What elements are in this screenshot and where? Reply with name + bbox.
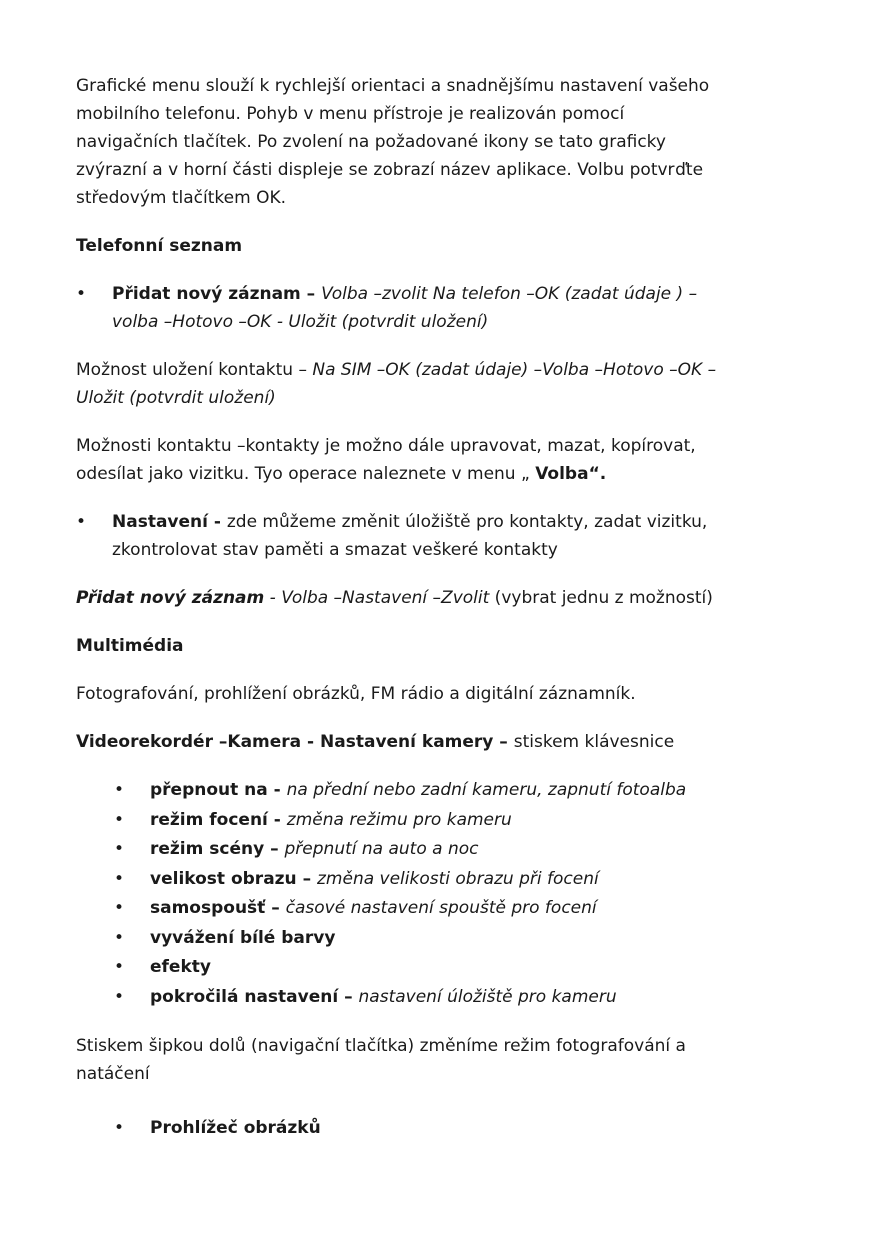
phonebook-add-item — [76, 280, 816, 336]
intro-paragraph — [76, 72, 816, 212]
add-record-steps-cont: volba –Hotovo –OK - Uložit (potvrdit uložení) — [112, 312, 489, 332]
mode-switch-line: natáčení — [76, 1064, 150, 1084]
intro-line: středovým tlačítkem OK. — [76, 188, 287, 208]
image-viewer-label: Prohlížeč obrázků — [150, 1118, 321, 1138]
camera-option-label: velikost obrazu – — [150, 868, 317, 889]
camera-option-desc: nastavení úložiště pro kameru — [358, 986, 617, 1007]
contact-options-line: Možnosti kontaktu –kontakty je možno dále upravovat, mazat, kopírovat, — [76, 436, 696, 456]
camera-option-desc: změna režimu pro kameru — [286, 809, 512, 830]
viewer-list — [76, 1114, 816, 1144]
phonebook-settings-item — [76, 508, 816, 564]
camera-option-item — [76, 894, 816, 924]
camera-option-item — [76, 835, 816, 865]
image-viewer-item — [76, 1114, 816, 1144]
phonebook-heading: Telefonní seznam — [76, 236, 243, 256]
add-record-path-label: Přidat nový záznam — [76, 588, 265, 608]
camera-option-item — [76, 924, 816, 954]
add-record-path-paragraph — [76, 584, 816, 612]
camera-option-desc: na přední nebo zadní kameru, zapnutí fotoalba — [286, 780, 687, 800]
contact-options-paragraph — [76, 432, 816, 488]
add-record-path: - Volba –Nastavení –Zvolit — [264, 588, 490, 608]
intro-line: mobilního telefonu. Pohyb v menu přístroje je realizován pomocí — [76, 104, 625, 124]
multimedia-heading: Multimédia — [76, 636, 184, 656]
intro-line: Grafické menu slouží k rychlejší orientaci a snadnějšímu nastavení vašeho — [76, 76, 710, 96]
camera-settings-paragraph — [76, 728, 816, 756]
volba-menu-name: Volba“. — [535, 464, 607, 484]
add-record-label: Přidat nový záznam – — [112, 284, 322, 304]
camera-option-label: režim scény – — [150, 839, 285, 859]
mode-switch-paragraph — [76, 1032, 816, 1088]
sim-save-steps-cont: Uložit (potvrdit uložení) — [76, 388, 276, 408]
contact-options-line: odesílat jako vizitku. Tyo operace naleznete v menu „ — [76, 464, 536, 484]
camera-settings-path: Videorekordér –Kamera - Nastavení kamery – — [76, 732, 514, 752]
settings-label: Nastavení - — [112, 512, 227, 532]
intro-line: navigačních tlačítek. Po zvolení na požadované ikony se tato graficky — [76, 132, 666, 152]
camera-option-label: efekty — [150, 957, 211, 977]
camera-option-label: pokročilá nastavení – — [150, 986, 359, 1007]
mode-switch-line: Stiskem šipkou dolů (navigační tlačítka) změníme režim fotografování a — [76, 1036, 686, 1056]
sim-save-steps: Na SIM –OK (zadat údaje) –Volba –Hotovo –OK – — [312, 360, 717, 380]
add-record-steps: Volba –zvolit Na telefon –OK (zadat údaje ) – — [321, 284, 698, 304]
camera-option-item — [76, 806, 816, 836]
add-record-path-rest: (vybrat jednu z možností) — [489, 588, 713, 608]
camera-option-label: režim focení - — [150, 809, 287, 830]
intro-line: zvýrazní a v horní části displeje se zobrazí název aplikace. Volbu potvrďte — [76, 160, 704, 180]
camera-options-list — [76, 776, 816, 1012]
phonebook-add-list — [76, 280, 816, 336]
camera-option-desc: změna velikosti obrazu při focení — [317, 868, 599, 889]
camera-option-item — [76, 865, 816, 895]
camera-option-label: samospoušť – — [150, 898, 286, 918]
camera-option-desc: přepnutí na auto a noc — [284, 839, 479, 859]
camera-option-item — [76, 776, 816, 806]
document-page — [76, 72, 816, 1144]
camera-option-desc: časové nastavení spouště pro focení — [285, 898, 597, 918]
sim-save-prefix: Možnost uložení kontaktu – — [76, 360, 313, 380]
camera-option-item — [76, 983, 816, 1013]
phonebook-settings-list — [76, 508, 816, 564]
camera-settings-rest: stiskem klávesnice — [513, 732, 675, 752]
settings-desc: zde můžeme změnit úložiště pro kontakty, zadat vizitku, — [226, 512, 708, 532]
settings-desc-cont: zkontrolovat stav paměti a smazat veškeré kontakty — [112, 540, 558, 560]
camera-option-label: vyvážení bílé barvy — [150, 927, 336, 948]
camera-option-item — [76, 953, 816, 983]
sim-save-paragraph — [76, 356, 816, 412]
camera-option-label: přepnout na - — [150, 780, 287, 800]
multimedia-desc: Fotografování, prohlížení obrázků, FM rádio a digitální záznamník. — [76, 684, 636, 704]
